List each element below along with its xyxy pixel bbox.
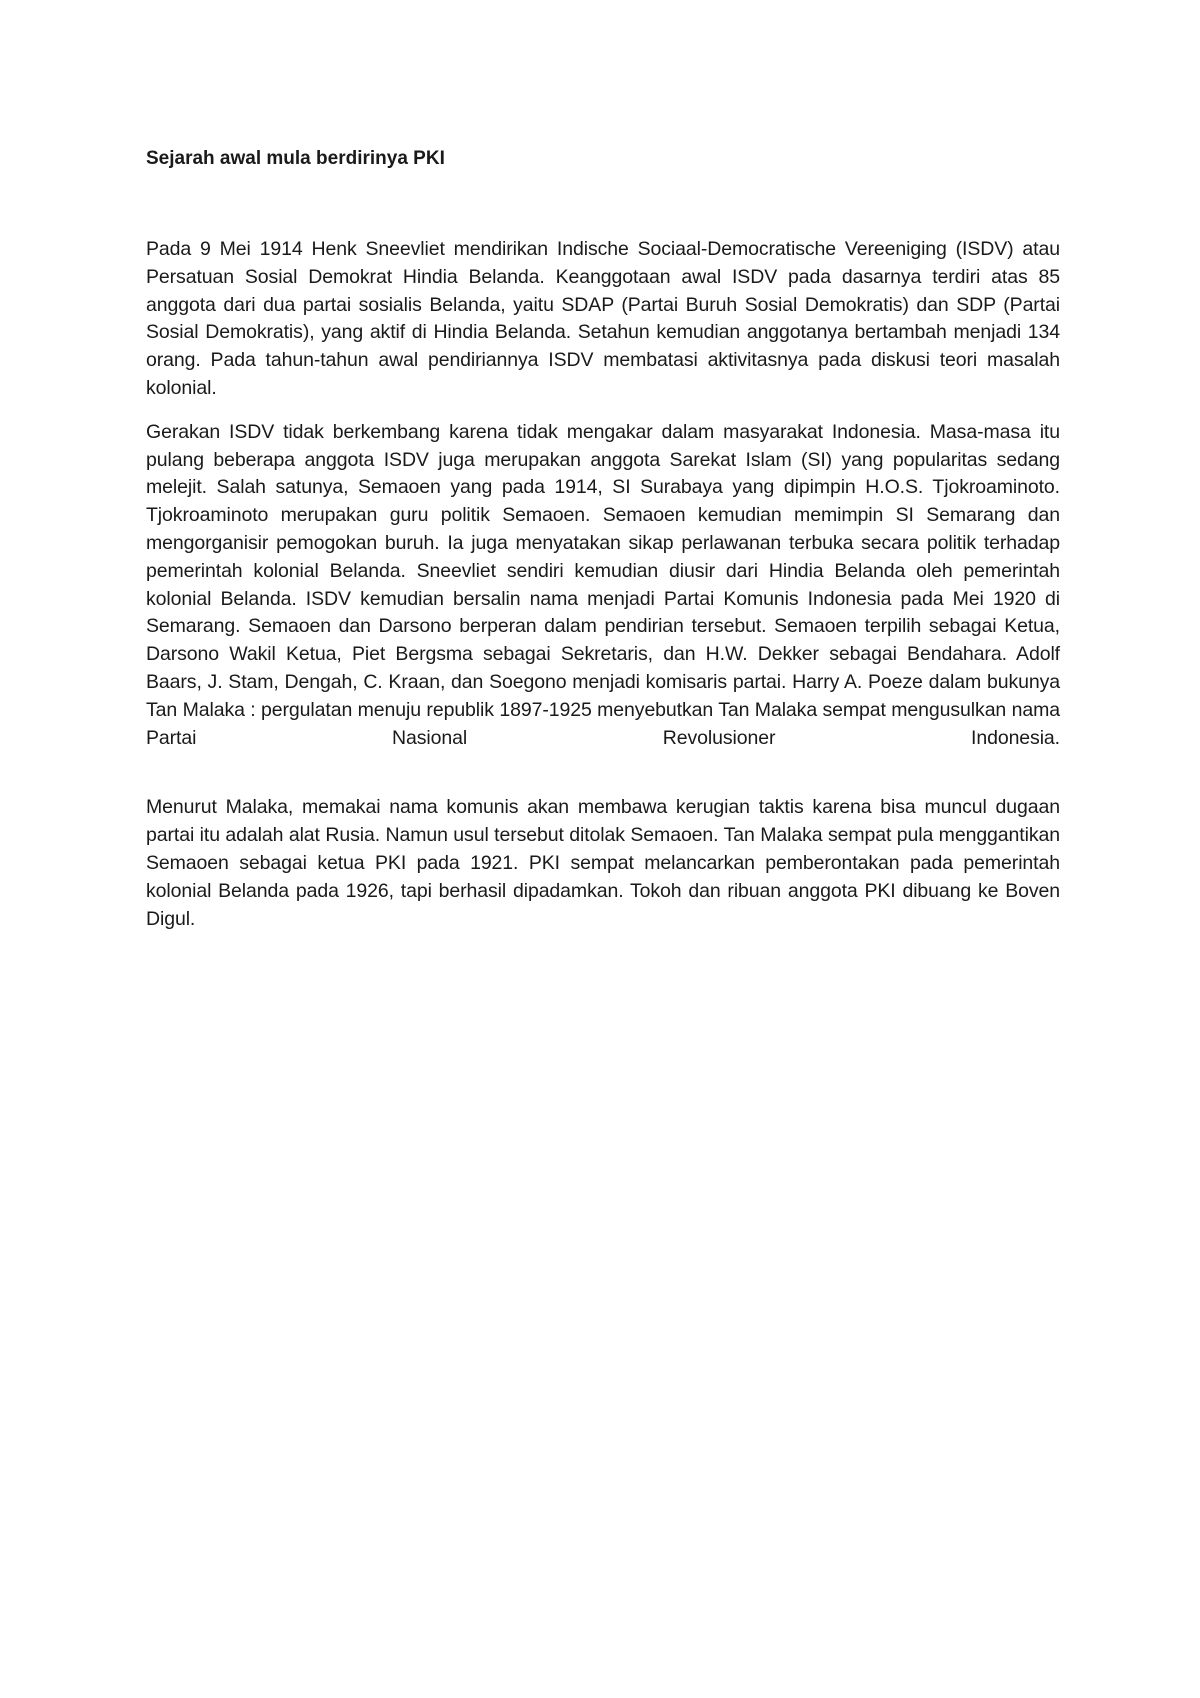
document-title: Sejarah awal mula berdirinya PKI bbox=[146, 148, 445, 169]
paragraph-malaka-and-uprising: Menurut Malaka, memakai nama komunis akan membawa kerugian taktis karena bisa muncul dugaan partai itu adalah alat Rusia. Namun usul tersebut ditolak Semaoen. Tan Malaka sempat pula menggantikan Semaoen sebagai ketua PKI pada 1921. PKI sempat melancarkan pemberontakan pada pemerintah kolonial Belanda pada 1926, tapi berhasil dipadamkan. Tokoh dan ribuan anggota PKI dibuang ke Boven Digul. bbox=[146, 796, 1060, 930]
document-body bbox=[146, 146, 1060, 933]
paragraph-isdv-to-pki: Gerakan ISDV tidak berkembang karena tidak mengakar dalam masyarakat Indonesia. Masa-masa itu pulang beberapa anggota ISDV juga merupakan anggota Sarekat Islam (SI) yang popularitas sedang melejit. Salah satunya, Semaoen yang pada 1914, SI Surabaya yang dipimpin H.O.S. Tjokroaminoto. Tjokroaminoto merupakan guru politik Semaoen. Semaoen kemudian memimpin SI Semarang dan mengorganisir pemogokan buruh. Ia juga menyatakan sikap perlawanan terbuka secara politik terhadap pemerintah kolonial Belanda. Sneevliet sendiri kemudian diusir dari Hindia Belanda oleh pemerintah kolonial Belanda. ISDV kemudian bersalin nama menjadi Partai Komunis Indonesia pada Mei 1920 di Semarang. Semaoen dan Darsono berperan dalam pendirian tersebut. Semaoen terpilih sebagai Ketua, Darsono Wakil Ketua, Piet Bergsma sebagai Sekretaris, dan H.W. Dekker sebagai Bendahara. Adolf Baars, J. Stam, Dengah, C. Kraan, dan Soegono menjadi komisaris partai. Harry A. Poeze dalam bukunya Tan Malaka : pergulatan menuju republik 1897-1925 menyebutkan Tan Malaka sempat mengusulkan nama Partai Nasional Revolusioner Indonesia. bbox=[146, 420, 1060, 749]
paragraph-isdv-founding: Pada 9 Mei 1914 Henk Sneevliet mendirikan Indische Sociaal-Democratische Vereeniging (ISDV) atau Persatuan Sosial Demokrat Hindia Belanda. Keanggotaan awal ISDV pada dasarnya terdiri atas 85 anggota dari dua partai sosialis Belanda, yaitu SDAP (Partai Buruh Sosial Demokratis) dan SDP (Partai Sosial Demokratis), yang aktif di Hindia Belanda. Setahun kemudian anggotanya bertambah menjadi 134 orang. Pada tahun-tahun awal pendiriannya ISDV membatasi aktivitasnya pada diskusi teori masalah kolonial. bbox=[146, 238, 1060, 399]
